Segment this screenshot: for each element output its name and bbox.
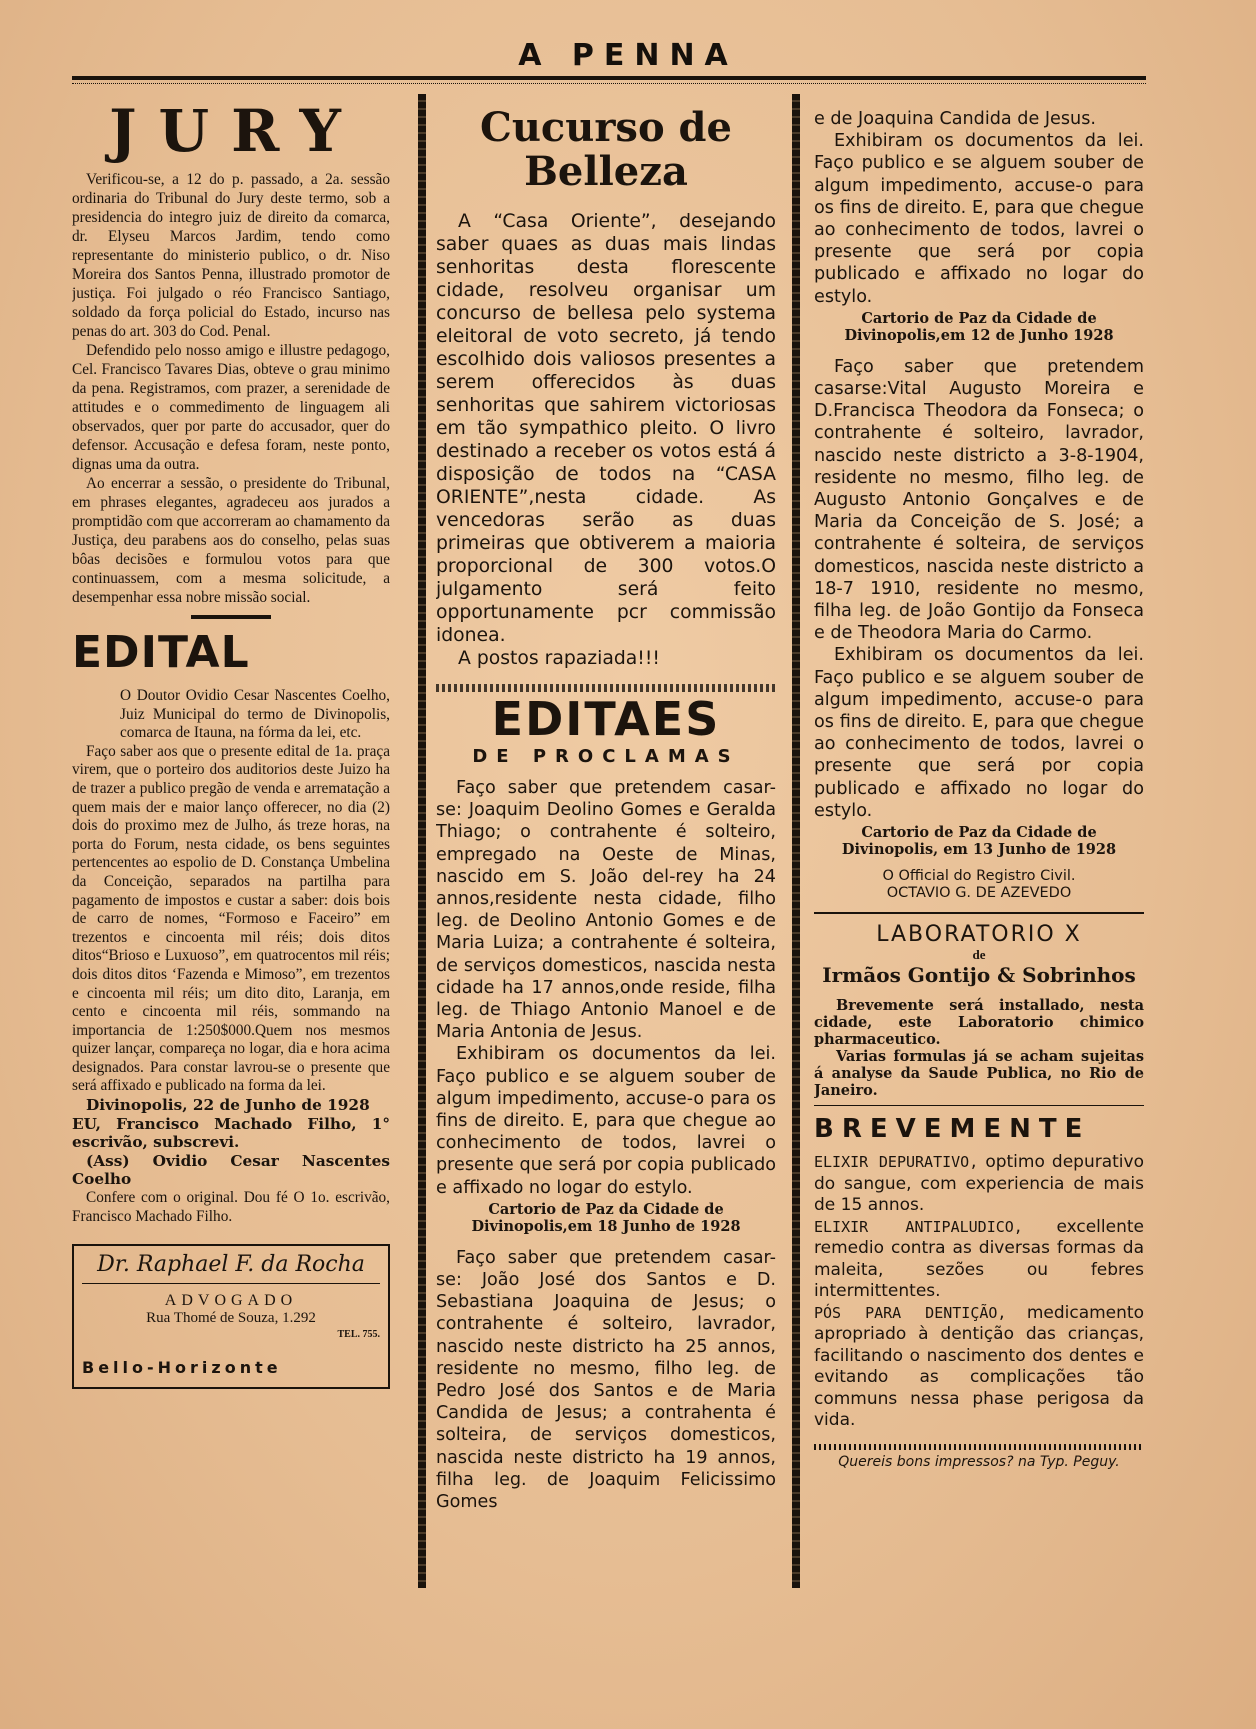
product-pos-denticao: PÓS PARA DENTIÇÃO, medicamento apropriado à dentição das crianças, facilitando o nascimento dos dentes e evitando as complicações tão communs nessa phase perigosa da vida. — [814, 1302, 1144, 1431]
edital-signature: (Ass) Ovidio Cesar Nascentes Coelho — [72, 1151, 390, 1189]
editaes-article — [436, 777, 776, 1513]
edital-eu: EU, Francisco Machado Filho, 1° escrivão, subscrevi. — [72, 1114, 390, 1152]
edital-title: EDITAL — [72, 627, 250, 678]
top-rule — [72, 76, 1146, 80]
official-title: O Official do Registro Civil. — [882, 868, 1076, 885]
jury-paragraph: Verificou-se, a 12 do p. passado, a 2a. sessão ordinaria do Tribunal do Jury deste termo, sob a presidencia do integro juiz de direito da comarca, dr. Elyseu Marcos Jardim, tendo como representante do ministerio publico, o dr. Niso Moreira dos Santos Penna, illustrado promotor de justiça. Foi julgado o réo Francisco Santiago, soldado da força policial do Estado, incurso nas penas do art. 303 do Cod. Penal. — [72, 171, 390, 340]
lab-text — [814, 997, 1144, 1099]
proclama-paragraph: Faço saber que pretendem casarse:Vital Augusto Moreira e D.Francisca Theodora da Fonseca; o contrahente é solteiro, lavrador, nascido neste districto a 3-8-1904, residente no mesmo, filho leg. de Augusto Antonio Gonçalves e de Maria da Conceição de S. José; a contrahente é solteira, de serviços domesticos, nascida neste districto a 18-7 1910, residente no mesmo, filha leg. de João Gontijo da Fonseca e de Theodora Maria do Carmo. — [814, 356, 1144, 644]
printer-footer: Quereis bons impressos? na Typ. Peguy. — [838, 1453, 1120, 1470]
column-divider-right — [792, 94, 800, 1588]
brevemente-title: BREVEMENTE — [814, 1105, 1144, 1144]
masthead: A PENNA — [518, 38, 738, 73]
lab-title: LABORATORIO X — [876, 922, 1082, 948]
lawyer-city: Bello-Horizonte — [82, 1358, 282, 1378]
edital-confere: Confere com o original. Dou fé O 1o. escrivão, Francisco Machado Filho. — [72, 1189, 390, 1225]
proclama-paragraph: Exhibiram os documentos da lei. Faço publico e se alguem souber de algum impedimento, accuse-o para os fins de direito. E, para que chegue ao conhecimento de todos, lavrei o presente que será por copia publicado e affixado no logar do estylo. — [814, 131, 1144, 307]
edital-date: Divinopolis, 22 de Junho de 1928 — [86, 1096, 370, 1115]
editaes-title: EDITAES — [491, 692, 721, 746]
lawyer-profession: ADVOGADO — [164, 1292, 298, 1310]
edital-intro: O Doutor Ovidio Cesar Nascentes Coelho, Juiz Municipal do termo de Divinopolis, comarca de Itauna, na fórma da lei, etc. — [120, 687, 390, 742]
belleza-closing: A postos rapaziada!!! — [458, 648, 660, 669]
brevemente-list — [814, 1152, 1144, 1432]
lab-paragraph: Varias formulas já se acham sujeitas á analyse da Saude Publica, no Rio de Janeiro. — [814, 1048, 1144, 1100]
cartorio-line: Cartorio de Paz da Cidade de Divinopolis, em 13 Junho de 1928 — [841, 824, 1117, 859]
official-name: OCTAVIO G. DE AZEVEDO — [886, 885, 1072, 902]
product-elixir-depurativo: ELIXIR DEPURATIVO, optimo depurativo do sangue, com experiencia de mais de 15 annos. — [814, 1152, 1144, 1216]
lab-firm: Irmãos Gontijo & Sobrinhos — [822, 963, 1136, 988]
proclama-paragraph: e de Joaquina Candida de Jesus. — [814, 109, 1096, 129]
edital-paragraph: Faço saber aos que o presente edital de 1a. praça virem, que o porteiro dos auditorios deste Juizo ha de trazer a publico pregão de venda e arrematação a quem mais der e maior lanço offerecer, no dia (2) dois do proximo mez de Julho, ás treze horas, na porta do Forum, nesta cidade, os bens seguintes pertencentes ao espolio de D. Constança Umbelina da Conceição, separados na partilha para pagamento de impostos e custar a saber: dois bois de carro de nomes, “Formoso e Faceiro” em trezentos e cincoenta mil réis; dois ditos ditos“Brioso e Luxuoso”, em quatrocentos mil réis; dois ditos ditos ‘Fazenda e Mimoso”, em trezentos e cincoenta mil réis; um dito dito, Laranja, em cento e cincoenta mil réis, sommando na importancia de 1:250$000.Quem nos mesmos quizer lançar, compareça no logar, dia e hora acima designados. Para constar lavrou-se o presente que será affixado e publicado na forma da lei. — [72, 742, 390, 1095]
lawyer-address: Rua Thomé de Souza, 1.292 — [146, 1310, 316, 1327]
lawyer-tel: TEL. 755. — [337, 1329, 380, 1341]
lab-paragraph: Brevemente será installado, nesta cidade, este Laboratorio chimico pharmaceutico. — [814, 997, 1144, 1049]
edital-body — [72, 743, 390, 1226]
jury-paragraph: Ao encerrar a sessão, o presidente do Tribunal, em phrases elegantes, agradeceu aos jurados a promptidão com que accorreram ao chamamento da Justiça, deu parabens aos do conselho, pelas suas bôas decisões e formulou votos para que continuassem, com a mesma solicitude, a desempenhar essa nobre missão social. — [72, 475, 390, 606]
section-divider — [191, 615, 271, 619]
jury-paragraph: Defendido pelo nosso amigo e illustre pedagogo, Cel. Francisco Tavares Dias, obteve o grau minimo da pena. Registramos, com prazer, a serenidade de attitudes e o commedimento de linguagem ali observados, quer por parte do accusador, quer do defensor. Accusação e defesa foram, neste ponto, dignas uma da outra. — [72, 342, 390, 473]
column-3 — [814, 108, 1144, 1598]
belleza-article — [436, 210, 776, 670]
proclama-paragraph: Exhibiram os documentos da lei. Faço publico e se alguem souber de algum impedimento, accuse-o para os fins de direito. E, para que chegue ao conhecimento de todos, lavrei o presente que será por copia publicado e affixado no logar do estylo. — [814, 645, 1144, 821]
column-divider-left — [418, 94, 426, 1588]
editaes-subtitle: DE PROCLAMAS — [472, 746, 740, 767]
cartorio-line: Cartorio de Paz da Cidade de Divinopolis,em 12 de Junho 1928 — [844, 309, 1114, 344]
belleza-paragraph: A “Casa Oriente”, desejando saber quaes as duas mais lindas senhoritas desta florescente cidade, resolveu organisar um concurso de bellesa pelo systema eleitoral de voto secreto, já tendo escolhido dois valiosos presentes a serem offerecidos às duas senhoritas que sahirem victoriosas em tão sympathico pleito. O livro destinado a receber os votos está á disposição de todos na “CASA ORIENTE”,nesta cidade. As vencedoras serão as duas primeiras que obtiverem a maioria proporcional de 300 votos.O julgamento será feito opportunamente pcr commissão idonea. — [436, 211, 776, 646]
lawyer-ad — [72, 1244, 390, 1389]
proclama-paragraph: Faço saber que pretendem casar-se: João José dos Santos e D. Sebastiana Joaquina de Jesus; o contrahente é solteiro, lavrador, nascido neste districto ha 25 annos, residente no mesmo, filho leg. de Pedro José dos Santos e de Maria Candida de Jesus; a contrahenta é solteira, de serviços domesticos, nascida neste districto ha 19 annos, filha leg. de Joaquim Felicissimo Gomes — [436, 1247, 776, 1513]
wavy-divider — [436, 684, 776, 692]
jury-title: JURY — [109, 98, 363, 165]
proclamas-continued — [814, 108, 1144, 902]
proclama-paragraph: Exhibiram os documentos da lei. Faço publico e se alguem souber de algum impedimento, accuse-o para os fins de direito. E, para que chegue ao conhecimento de todos, lavrei o presente que será por copia publicado e affixado no logar do estylo. — [436, 1044, 776, 1198]
top-rule-dotted — [72, 83, 1146, 84]
lab-rule — [814, 912, 1144, 914]
lawyer-name: Dr. Raphael F. da Rocha — [82, 1252, 380, 1284]
column-1 — [72, 98, 390, 1578]
belleza-title: Cucurso de Belleza — [480, 104, 732, 195]
lab-de: de — [972, 947, 986, 963]
footer-rule — [814, 1444, 1144, 1450]
column-2 — [436, 98, 776, 1588]
product-elixir-antipaludico: ELIXIR ANTIPALUDICO, excellente remedio contra as diversas formas da maleita, sezões ou febres intermittentes. — [814, 1216, 1144, 1302]
proclama-paragraph: Faço saber que pretendem casar-se: Joaquim Deolino Gomes e Geralda Thiago; o contrahente é solteiro, empregado na Oeste de Minas, nascido em S. João del-rey ha 24 annos,residente nesta cidade, filho leg. de Deolino Antonio Gomes e de Maria Luiza; a contrahente é solteira, de serviços domesticos, nascida nesta cidade ha 17 annos,onde reside, filha leg. de Thiago Antonio Manoel e de Maria Antonia de Jesus. — [436, 778, 776, 1043]
cartorio-line: Cartorio de Paz da Cidade de Divinopolis,em 18 Junho de 1928 — [471, 1200, 741, 1235]
jury-article — [72, 170, 390, 607]
